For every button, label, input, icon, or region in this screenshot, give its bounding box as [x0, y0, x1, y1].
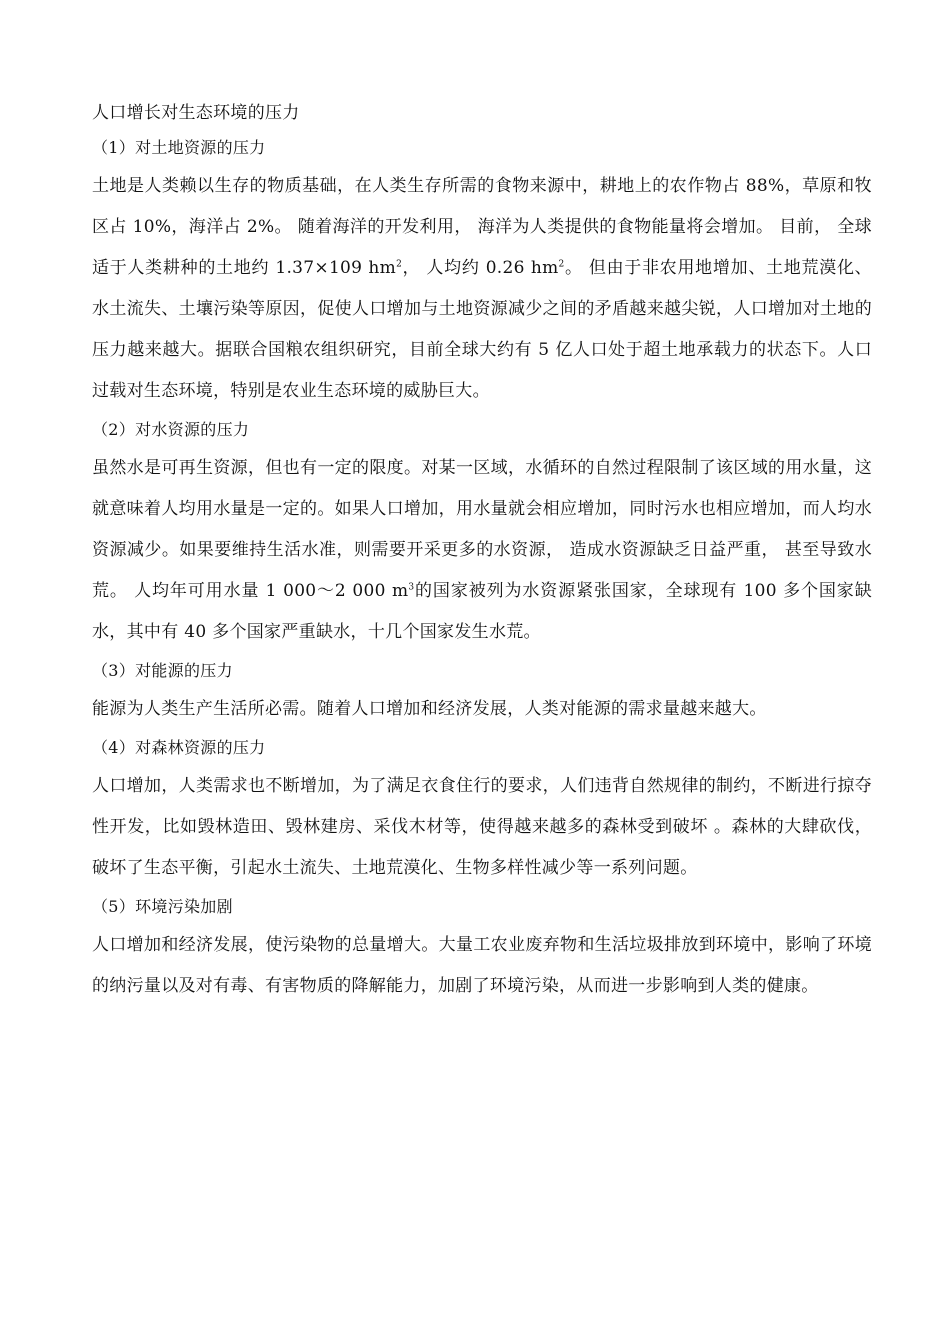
document-body	[92, 96, 872, 1007]
section-heading-water: （2）对水资源的压力	[92, 420, 250, 439]
section-heading-pollution: （5）环境污染加剧	[92, 897, 233, 916]
section-heading-land: （1）对土地资源的压力	[92, 138, 266, 157]
paragraph-text: 虽然水是可再生资源，但也有一定的限度。对某一区域，水循环的自然过程限制了该区域的用水量，这就意味着人均用水量是一定的。如果人口增加，用水量就会相应增加，同时污水也相应增加，而人均水资源减少。如果要维持生活水准，则需要开采更多的水资源， 造成水资源缺乏日益严重， 甚至导致水荒。 人均年可用水量 1 000～2 000 m	[92, 458, 872, 601]
section-paragraph-forest: 人口增加，人类需求也不断增加，为了满足衣食住行的要求，人们违背自然规律的制约，不断进行掠夺性开发，比如毁林造田、毁林建房、采伐木材等，使得越来越多的森林受到破坏 。森林的大肆砍伐，破坏了生态平衡，引起水土流失、土地荒漠化、生物多样性减少等一系列问题。	[92, 776, 872, 878]
paragraph-text: 土地是人类赖以生存的物质基础，在人类生存所需的食物来源中，耕地上的农作物占 88%，草原和牧区占 10%，海洋占 2%。 随着海洋的开发利用， 海洋为人类提供的食物能量将会增加。 目前， 全球适于人类耕种的土地约 1.37×109 hm	[92, 176, 872, 278]
paragraph-text: ， 人均约 0.26 hm	[402, 258, 559, 278]
section-paragraph-water	[92, 448, 872, 653]
section-heading-energy: （3）对能源的压力	[92, 661, 233, 680]
superscript: 2	[396, 259, 403, 270]
section-paragraph-pollution: 人口增加和经济发展，使污染物的总量增大。大量工农业废弃物和生活垃圾排放到环境中，影响了环境的纳污量以及对有毒、有害物质的降解能力，加剧了环境污染，从而进一步影响到人类的健康。	[92, 935, 872, 996]
superscript: 2	[558, 259, 565, 270]
section-paragraph-energy: 能源为人类生产生活所必需。随着人口增加和经济发展，人类对能源的需求量越来越大。	[92, 699, 767, 719]
section-heading-forest: （4）对森林资源的压力	[92, 738, 266, 757]
section-paragraph-land	[92, 166, 872, 412]
superscript: 3	[408, 582, 415, 593]
paragraph-text: 的国家被列为水资源紧张国家，全球现有 100 多个国家缺水，其中有 40 多个国家严重缺水，十几个国家发生水荒。	[92, 581, 872, 642]
document-title: 人口增长对生态环境的压力	[92, 103, 300, 123]
paragraph-text: 。 但由于非农用地增加、土地荒漠化、水土流失、土壤污染等原因，促使人口增加与土地资源减少之间的矛盾越来越尖锐，人口增加对土地的压力越来越大。据联合国粮农组织研究，目前全球大约有 5 亿人口处于超土地承载力的状态下。人口过载对生态环境，特别是农业生态环境的威胁巨大。	[92, 258, 872, 401]
